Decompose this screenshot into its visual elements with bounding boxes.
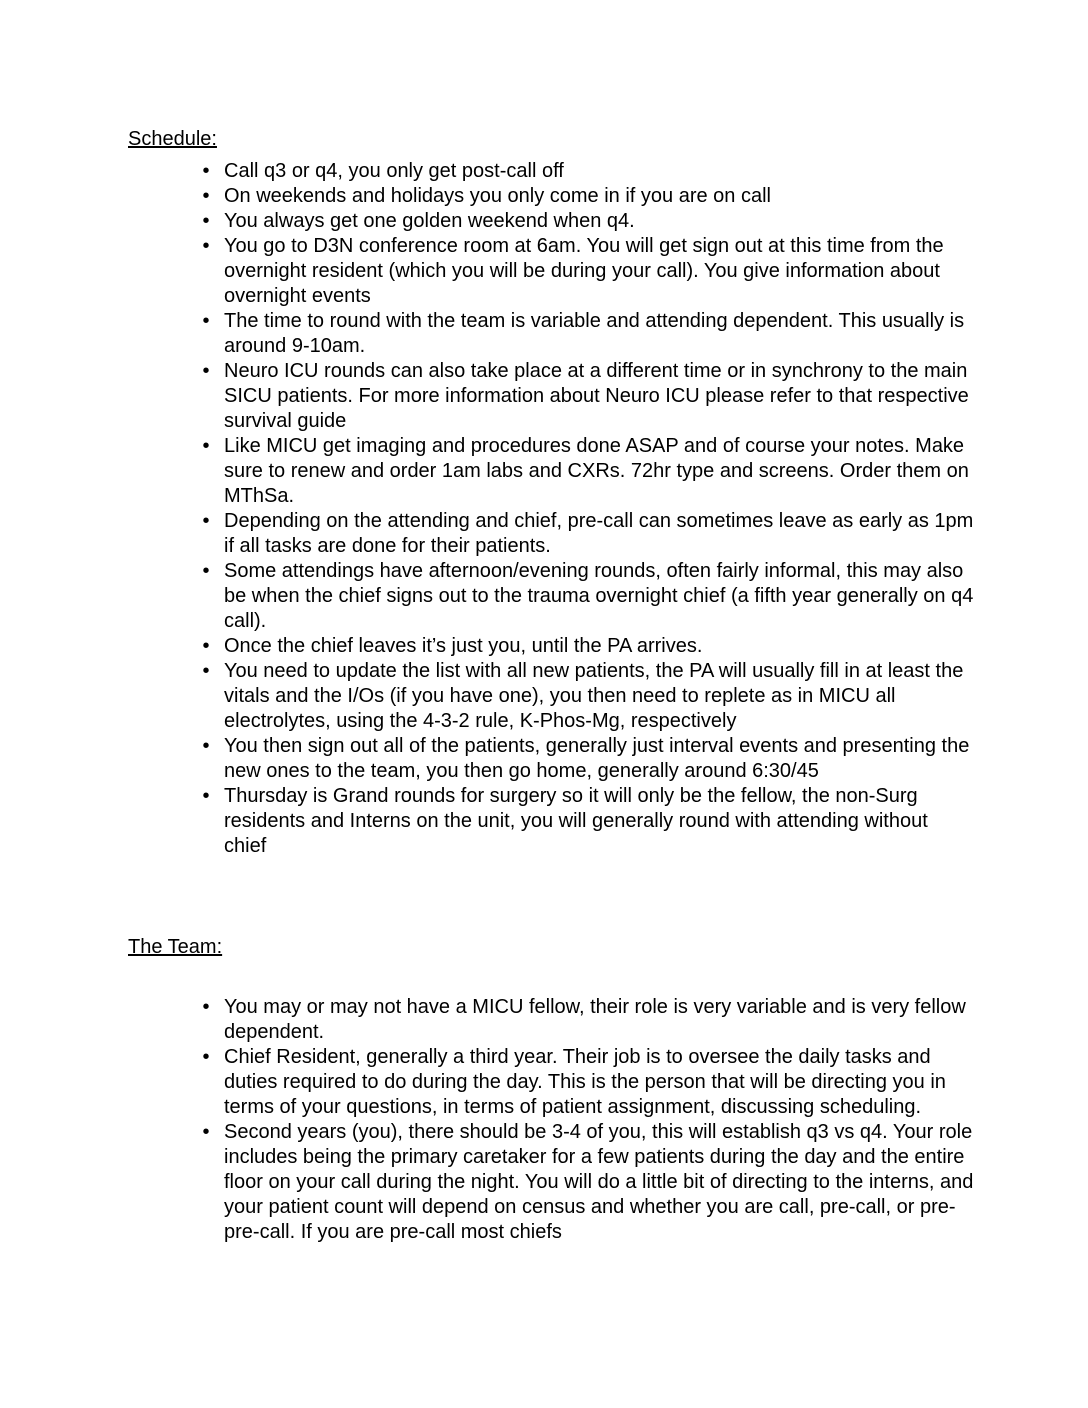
list-item	[200, 309, 975, 359]
bullet-icon: •	[202, 735, 210, 757]
list-item-text: Neuro ICU rounds can also take place at a different time or in synchrony to the main SICU patients. For more information about Neuro ICU please refer to that respective survival guide	[224, 360, 969, 432]
bullet-icon: •	[202, 560, 210, 582]
list-item-text: Some attendings have afternoon/evening rounds, often fairly informal, this may also be when the chief signs out to the trauma overnight chief (a fifth year generally on q4 call).	[224, 560, 974, 632]
list-item-text: Depending on the attending and chief, pre-call can sometimes leave as early as 1pm if all tasks are done for their patients.	[224, 510, 974, 557]
list-item-text: Second years (you), there should be 3-4 of you, this will establish q3 vs q4. Your role includes being the primary caretaker for a few patients during the day and the entire floor on your call during the night. You will do a little bit of directing to the interns, and your patient count will depend on census and whether you are call, pre-call, or pre-pre-call. If you are pre-call most chiefs	[224, 1121, 974, 1243]
team-list	[200, 995, 975, 1245]
bullet-icon: •	[202, 635, 210, 657]
list-item	[200, 995, 975, 1045]
bullet-icon: •	[202, 235, 210, 257]
list-item-text: You need to update the list with all new patients, the PA will usually fill in at least the vitals and the I/Os (if you have one), you then need to replete as in MICU all electrolytes, using the 4-3-2 rule, K-Phos-Mg, respectively	[224, 660, 964, 732]
list-item	[200, 559, 975, 634]
list-item	[200, 159, 975, 184]
list-item	[200, 659, 975, 734]
list-item	[200, 634, 975, 659]
bullet-icon: •	[202, 160, 210, 182]
team-heading: The Team:	[128, 936, 223, 958]
bullet-icon: •	[202, 360, 210, 382]
bullet-icon: •	[202, 1046, 210, 1068]
list-item	[200, 1045, 975, 1120]
schedule-heading: Schedule:	[128, 128, 217, 150]
bullet-icon: •	[202, 510, 210, 532]
list-item-text: On weekends and holidays you only come in if you are on call	[224, 185, 771, 207]
list-item-text: Once the chief leaves it’s just you, until the PA arrives.	[224, 635, 703, 657]
list-item-text: The time to round with the team is variable and attending dependent. This usually is around 9-10am.	[224, 310, 965, 357]
bullet-icon: •	[202, 660, 210, 682]
list-item-text: Call q3 or q4, you only get post-call off	[224, 160, 564, 182]
bullet-icon: •	[202, 185, 210, 207]
list-item-text: Like MICU get imaging and procedures done ASAP and of course your notes. Make sure to renew and order 1am labs and CXRs. 72hr type and screens. Order them on MThSa.	[224, 435, 969, 507]
list-item	[200, 734, 975, 784]
list-item-text: Chief Resident, generally a third year. Their job is to oversee the daily tasks and duties required to do during the day. This is the person that will be directing you in terms of your questions, in terms of patient assignment, discussing scheduling.	[224, 1046, 946, 1118]
list-item	[200, 234, 975, 309]
list-item-text: You go to D3N conference room at 6am. You will get sign out at this time from the overnight resident (which you will be during your call). You give information about overnight events	[224, 235, 944, 307]
bullet-icon: •	[202, 310, 210, 332]
bullet-icon: •	[202, 996, 210, 1018]
list-item	[200, 184, 975, 209]
bullet-icon: •	[202, 785, 210, 807]
list-item-text: You always get one golden weekend when q4.	[224, 210, 635, 232]
list-item	[200, 1120, 975, 1245]
bullet-icon: •	[202, 435, 210, 457]
list-item	[200, 359, 975, 434]
bullet-icon: •	[202, 1121, 210, 1143]
list-item	[200, 784, 975, 859]
bullet-icon: •	[202, 210, 210, 232]
list-item-text: You then sign out all of the patients, generally just interval events and presenting the new ones to the team, you then go home, generally around 6:30/45	[224, 735, 970, 782]
list-item-text: You may or may not have a MICU fellow, their role is very variable and is very fellow dependent.	[224, 996, 966, 1043]
schedule-list	[200, 159, 975, 859]
list-item	[200, 209, 975, 234]
list-item-text: Thursday is Grand rounds for surgery so it will only be the fellow, the non-Surg residents and Interns on the unit, you will generally round with attending without chief	[224, 785, 928, 857]
list-item	[200, 434, 975, 509]
list-item	[200, 509, 975, 559]
